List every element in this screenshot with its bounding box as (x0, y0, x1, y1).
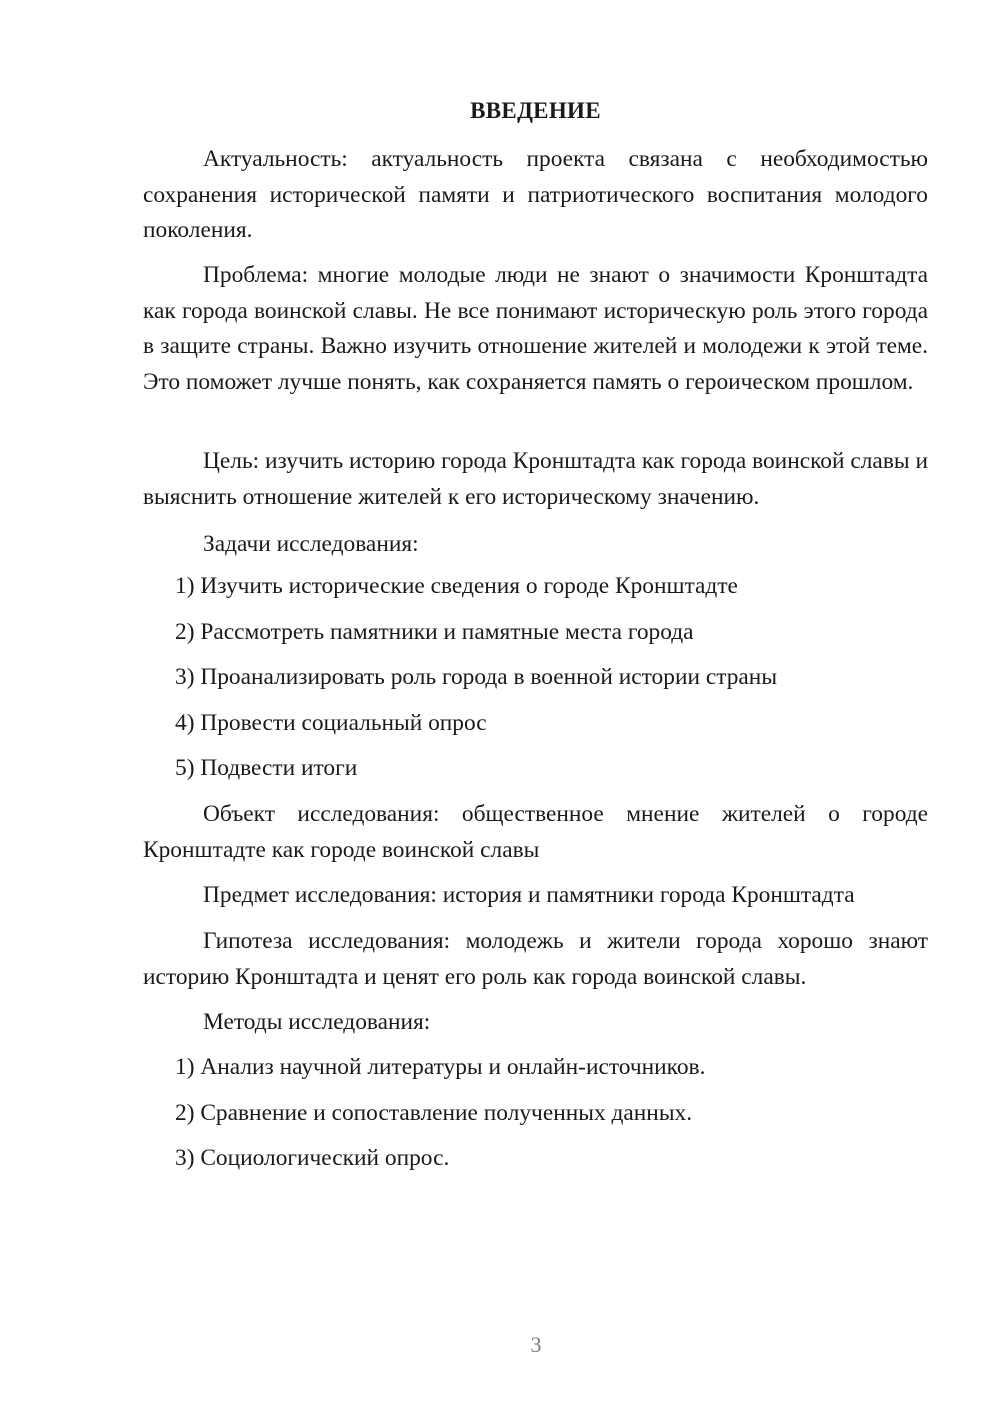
task-item: 1) Изучить исторические сведения о городе Кронштадте (175, 573, 738, 599)
goal-paragraph: Цель: изучить историю города Кронштадта как города воинской славы и выяснить отношение жителей к его историческому значению. (143, 448, 928, 510)
task-item: 2) Рассмотреть памятники и памятные места города (175, 619, 694, 645)
page-title: ВВЕДЕНИЕ (470, 98, 601, 123)
method-item: 2) Сравнение и сопоставление полученных данных. (175, 1100, 693, 1126)
task-item: 3) Проанализировать роль города в военной истории страны (175, 664, 778, 690)
methods-heading: Методы исследования: (203, 1009, 431, 1035)
task-item: 4) Провести социальный опрос (175, 710, 487, 736)
subject-paragraph: Предмет исследования: история и памятники города Кронштадта (203, 882, 855, 908)
hypothesis-paragraph: Гипотеза исследования: молодежь и жители города хорошо знают историю Кронштадта и ценят его роль как города воинской славы. (143, 928, 928, 990)
method-item: 3) Социологический опрос. (175, 1145, 450, 1171)
page-number: 3 (530, 1332, 542, 1357)
tasks-heading: Задачи исследования: (203, 531, 419, 557)
task-item: 5) Подвести итоги (175, 755, 358, 781)
problem-paragraph: Проблема: многие молодые люди не знают о значимости Кронштадта как города воинской славы. Не все понимают историческую роль этого города в защите страны. Важно изучить отношение жителей и молодежи к этой теме. Это поможет лучше понять, как сохраняется память о героическом прошлом. (143, 262, 928, 395)
method-item: 1) Анализ научной литературы и онлайн-источников. (175, 1054, 706, 1080)
object-paragraph: Объект исследования: общественное мнение жителей о городе Кронштадте как городе воинской славы (143, 801, 928, 863)
relevance-paragraph: Актуальность: актуальность проекта связана с необходимостью сохранения исторической памяти и патриотического воспитания молодого поколения. (143, 146, 928, 243)
